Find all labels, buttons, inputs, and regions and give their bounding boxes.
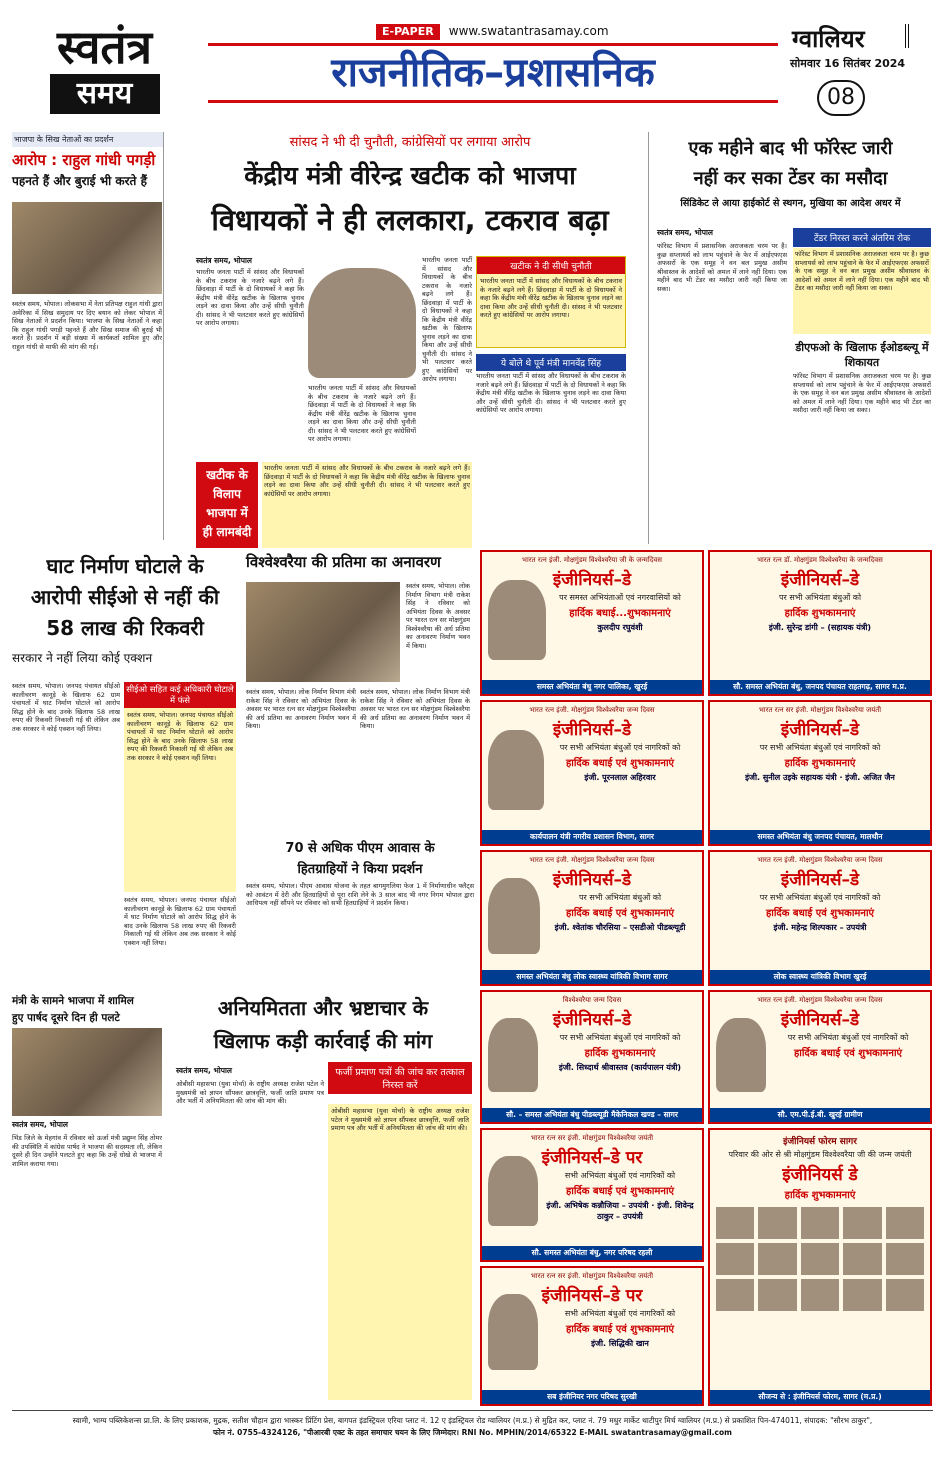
statue-photo xyxy=(246,582,400,682)
right-story-box2-body: फॉरेस्ट विभाग में प्रशासनिक अराजकता चरम पर है। कुछ सप्लायर्स को लाभ पहुंचाने के फेर में आईएफएस अफसरों के एक समूह ने वन बल प्रमुख असीम श्रीवास्तव के आदेशों को अमल में लाने नहीं दिया। एक महीने बाद भी टेंडर का मसौदा जारी नहीं किया जा सका। xyxy=(793,372,931,414)
main-story-box2-body: भारतीय जनता पार्टी में सांसद और विधायकों के बीच टकराव के नजारे बढ़ने लगे हैं। छिंदवाड़ा में पार्टी के दो विधायकों ने कहा कि केंद्रीय मंत्री वीरेंद्र खटीक के खिलाफ चुनाव लड़ने का दावा किया और उन्हें सीधी चुनौती दी। सांसद ने भी पलटवार करते हुए कांग्रेसियों पर आरोप लगाया। xyxy=(476,372,626,414)
member-photo xyxy=(801,1279,839,1311)
ad-footer: समस्त अभियंता बंधु नगर पालिका, खुरई xyxy=(482,680,702,694)
main-story-side-label xyxy=(196,462,258,548)
pm-awas-headline-1: 70 से अधिक पीएम आवास के xyxy=(285,841,435,856)
corruption-story xyxy=(172,994,474,1404)
ad-wish: हार्दिक बधाई एवं शुभकामनाएं xyxy=(765,908,875,919)
right-story-box2-title: डीएफओ के खिलाफ ईओडब्ल्यू में शिकायत xyxy=(795,341,929,369)
ad-title: इंजीनियर्स–डे xyxy=(552,570,632,590)
ghat-subhead: सरकार ने नहीं लिया कोई एक्शन xyxy=(12,651,153,665)
page-number: 08 xyxy=(817,80,865,116)
ad-wish: हार्दिक बधाई एवं शुभकामनाएं xyxy=(565,1324,675,1335)
right-story-headline-2: नहीं कर सका टेंडर का मसौदा xyxy=(693,168,888,189)
corruption-byline: स्वतंत्र समय, भोपाल xyxy=(176,1066,232,1075)
member-photo xyxy=(716,1279,754,1311)
ad-title: इंजीनियर्स–डे पर xyxy=(541,1286,643,1306)
ghat-story xyxy=(12,552,238,980)
ad-footer: समस्त अभियंता बंधु लोक स्वास्थ्य यांत्रिकी विभाग सागर xyxy=(482,970,702,984)
epaper-label: E-PAPER xyxy=(376,24,440,40)
city-chevron-icon xyxy=(905,24,923,48)
city-label: ग्वालियर xyxy=(792,25,865,53)
ghat-body-2: स्वतंत्र समय, भोपाल। जनपद पंचायत सीईओ कालीचरण कानूड़े के खिलाफ 62 ग्राम पंचायतों में घाट निर्माण घोटाले को आरोप सिद्ध होने के बाद उनके खिलाफ 58 लाख रुपए की रिकवरी निकाली गई थी लेकिन अब तक सरकार ने कोई एक्शन नहीं लिया। xyxy=(124,896,236,947)
section-title-banner xyxy=(208,43,778,103)
ghat-box xyxy=(124,682,236,892)
member-photo xyxy=(886,1207,924,1239)
ghat-body: स्वतंत्र समय, भोपाल। जनपद पंचायत सीईओ कालीचरण कानूड़े के खिलाफ 62 ग्राम पंचायतों में घाट निर्माण घोटाले को आरोप सिद्ध होने के बाद उनके खिलाफ 58 लाख रुपए की रिकवरी निकाली गई थी लेकिन अब तक सरकार ने कोई एक्शन नहीं लिया। xyxy=(12,682,120,733)
left-story-headline-1: आरोप : राहुल गांधी पगड़ी xyxy=(12,151,156,169)
ad-portrait xyxy=(716,1018,766,1092)
member-photo xyxy=(843,1207,881,1239)
right-story-box-body: फॉरेस्ट विभाग में प्रशासनिक अराजकता चरम पर है। कुछ सप्लायर्स को लाभ पहुंचाने के फेर में आईएफएस अफसरों के एक समूह ने वन बल प्रमुख असीम श्रीवास्तव के आदेशों को अमल में लाने नहीं दिया। एक महीने बाद भी टेंडर का मसौदा जारी नहीं किया जा सका। xyxy=(793,248,931,334)
ad-message: पर सभी अभियंता बंधुओं एवं नागरिकों को xyxy=(787,1033,909,1042)
ad-footer: कार्यपालन यंत्री नगरीय प्रशासन विभाग, सागर xyxy=(482,830,702,844)
ad-footer: सौ. समस्त अभियंता बंधु, जनपद पंचायत राहतगढ़, सागर म.प्र. xyxy=(710,680,930,694)
ad-top: भारत रत्न सर इंजी. मोक्षगुंडम विश्वेश्वरैया जयंती xyxy=(530,1272,654,1280)
ad-footer: सब इंजीनियर नगर परिषद सुरखी xyxy=(482,1390,702,1404)
parshad-photo xyxy=(12,1028,162,1116)
ad-engineers-day xyxy=(480,550,704,696)
ghat-headline-3: 58 लाख की रिकवरी xyxy=(46,616,204,640)
page-footer xyxy=(12,1410,933,1458)
ghat-box-title: सीईओ सहित कई अधिकारी घोटाले में फंसे xyxy=(124,682,236,708)
ad-portrait xyxy=(488,580,546,660)
left-story-body: स्वतंत्र समय, भोपाल। लोकसभा में नेता प्रतिपक्ष राहुल गांधी द्वारा अमेरिका में सिख समुदाय पर दिए बयान को लेकर भोपाल में सिख नेताओं ने प्रदर्शन किया। भाजपा के सिख नेताओं ने कहा कि राहुल गांधी पगड़ी पहनते हैं और सिख समाज की बुराई भी करते हैं। प्रदर्शन में बड़ी संख्या में कार्यकर्ता शामिल हुए और राहुल गांधी से माफी की मांग की गई। xyxy=(12,300,162,351)
parshad-byline: स्वतंत्र समय, भोपाल xyxy=(12,1120,68,1129)
ad-footer: समस्त अभियंता बंधु जनपद पंचायत, मालथौन xyxy=(710,830,930,844)
main-story xyxy=(186,132,634,552)
ad-name: इंजी. श्वेतांक चौरसिया – एसडीओ पीडब्ल्यूडी xyxy=(554,923,686,932)
ad-engineers-day xyxy=(480,1128,704,1262)
ad-name: इंजी. सिध्दार्थ श्रीवास्तव (कार्यपालन यंत्री) xyxy=(558,1063,682,1072)
right-story-headline-1: एक महीने बाद भी फॉरेस्ट जारी xyxy=(688,138,893,159)
ad-title: इंजीनियर्स–डे xyxy=(780,1010,860,1030)
ad-title: इंजीनियर्स–डे xyxy=(780,570,860,590)
statue-headline: विश्वेश्वरैया की प्रतिमा का अनावरण xyxy=(246,553,441,571)
member-photo xyxy=(843,1279,881,1311)
member-photo xyxy=(758,1279,796,1311)
ad-engineers-day xyxy=(708,990,932,1124)
ghat-headline-1: घाट निर्माण घोटाले के xyxy=(46,554,204,578)
ad-wish: हार्दिक शुभकामनाएं xyxy=(784,608,856,619)
ad-top: भारत रत्न इंजी. मोक्षगुंडम विश्वेश्वरैया जन्म दिवस xyxy=(529,706,655,714)
ad-wish: हार्दिक बधाई एवं शुभकामनाएं xyxy=(565,1186,675,1197)
ad-wish: हार्दिक शुभकामनाएं xyxy=(584,1048,656,1059)
ad-top: भारत रत्न इंजी. मोक्षगुंडम विश्वेश्वरैया जन्म दिवस xyxy=(757,856,883,864)
ad-footer: लोक स्वास्थ्य यांत्रिकी विभाग खुरई xyxy=(710,970,930,984)
ad-footer: सौ. – समस्त अभियंता बंधु पीडब्ल्यूडी मैकेनिकल खण्ड – सागर xyxy=(482,1108,702,1122)
corruption-box-body: ओबीसी महासभा (युवा मोर्चा) के राष्ट्रीय अध्यक्ष राजेश पटेल ने मुख्यमंत्री को ज्ञापन सौंपकर छात्रवृत्ति, फर्जी जाति प्रमाण पत्र और भर्ती में अनियमितता की जांच की मांग की। xyxy=(328,1104,472,1400)
statue-body-2: स्वतंत्र समय, भोपाल। लोक निर्माण विभाग मंत्री राकेश सिंह ने रविवार को अभियंता दिवस के अवसर पर भारत रत्न सर मोक्षगुंडम विश्वेश्वरैया की अर्ध प्रतिमा का अनावरण निर्माण भवन में किया। xyxy=(246,688,356,730)
ad-wish: हार्दिक शुभकामनाएं xyxy=(784,758,856,769)
ad-title: इंजीनियर्स डे xyxy=(782,1165,858,1185)
ad-message: पर सभी अभियंता बंधुओं को xyxy=(778,593,862,602)
member-photo xyxy=(886,1243,924,1275)
ad-engineers-day xyxy=(480,850,704,986)
main-story-portrait xyxy=(308,268,416,378)
main-story-body-3: भारतीय जनता पार्टी में सांसद और विधायकों के बीच टकराव के नजारे बढ़ने लगे हैं। छिंदवाड़ा में पार्टी के दो विधायकों ने कहा कि केंद्रीय मंत्री वीरेंद्र खटीक के खिलाफ चुनाव लड़ने का दावा किया और उन्हें सीधी चुनौती दी। सांसद ने भी पलटवार करते हुए कांग्रेसियों पर आरोप लगाया। xyxy=(422,256,472,383)
member-photo xyxy=(801,1243,839,1275)
ad-top: भारत रत्न इंजी. मोक्षगुंडम विश्वेश्वरैया जन्म दिवस xyxy=(757,996,883,1004)
corruption-headline-2: खिलाफ कड़ी कार्रवाई की मांग xyxy=(213,1029,433,1053)
ad-message: परिवार की ओर से श्री मोक्षगुंडम विश्वेश्वरैया जी की जन्म जयंती xyxy=(728,1150,912,1159)
member-photo xyxy=(758,1207,796,1239)
ad-title: इंजीनियर्स–डे xyxy=(552,870,632,890)
ad-engineers-day xyxy=(480,700,704,846)
statue-body-3: स्वतंत्र समय, भोपाल। लोक निर्माण विभाग मंत्री राकेश सिंह ने रविवार को अभियंता दिवस के अवसर पर भारत रत्न सर मोक्षगुंडम विश्वेश्वरैया की अर्ध प्रतिमा का अनावरण निर्माण भवन में किया। xyxy=(360,688,470,730)
website-link[interactable]: www.swatantrasamay.com xyxy=(448,24,609,38)
logo-line-2: समय xyxy=(50,74,160,114)
ad-message: सभी अभियंता बंधुओं एवं नागरिकों को xyxy=(564,1309,676,1318)
member-photo xyxy=(758,1243,796,1275)
side-label-2: विलाप xyxy=(213,487,241,501)
corruption-headline-1: अनियमितता और भ्रष्टाचार के xyxy=(217,996,429,1020)
side-label-1: खटीक के xyxy=(206,468,248,482)
member-photo xyxy=(716,1207,754,1239)
main-story-side-body: भारतीय जनता पार्टी में सांसद और विधायकों के बीच टकराव के नजारे बढ़ने लगे हैं। छिंदवाड़ा में पार्टी के दो विधायकों ने कहा कि केंद्रीय मंत्री वीरेंद्र खटीक के खिलाफ चुनाव लड़ने का दावा किया और उन्हें सीधी चुनौती दी। सांसद ने भी पलटवार करते हुए कांग्रेसियों पर आरोप लगाया। xyxy=(262,462,472,548)
ad-portrait xyxy=(488,730,544,810)
ghat-headline-2: आरोपी सीईओ से नहीं की xyxy=(30,585,220,609)
member-photo xyxy=(886,1279,924,1311)
ad-engineers-day xyxy=(480,990,704,1124)
pm-awas-headline-2: हितग्राहियों ने किया प्रदर्शन xyxy=(297,862,423,877)
ad-wish: हार्दिक बधाई एवं शुभकामनाएं xyxy=(565,908,675,919)
ad-top: भारत रत्न इंजी. मोक्षगुंडम विश्वेश्वरैया जी के जन्मदिवस xyxy=(522,556,662,564)
main-story-byline: स्वतंत्र समय, भोपाल xyxy=(196,256,252,265)
main-story-headline-2: विधायकों ने ही ललकारा, टकराव बढ़ा xyxy=(211,203,609,237)
ad-engineers-day xyxy=(708,550,932,696)
ad-name: इंजी. अभिषेक कन्नौजिया – उपयंत्री · इंजी. शिवेन्द्र ठाकुर – उपयंत्री xyxy=(546,1201,694,1221)
footer-contact: फोन नं. 0755-4324126, "पीआरबी एक्ट के तहत समाचार चयन के लिए जिम्मेदार। RNI No. MPHIN/2014/65322 E-MAIL swatantrasamay@gmail.com xyxy=(213,1428,732,1437)
pm-awas-body: स्वतंत्र समय, भोपाल। पीएम आवास योजना के तहत बागमुगलिया फेज 1 में निर्माणाधीन फ्लैट्स को आवंटन में देरी और हितग्राहियों से पूरा राशि लेने के 3 साल बाद भी नगर निगम भोपाल द्वारा आधिपत्य नहीं सौंपने पर रविवार को सभी हितग्राहियों ने प्रदर्शन किया। xyxy=(246,882,474,907)
left-story xyxy=(12,132,164,540)
ad-portrait xyxy=(488,1294,538,1370)
main-story-box2-title: ये बोले थे पूर्व मंत्री मानवेंद्र सिंह xyxy=(476,354,626,371)
ad-portrait xyxy=(488,878,540,954)
statue-story xyxy=(246,552,472,832)
corruption-body: ओबीसी महासभा (युवा मोर्चा) के राष्ट्रीय अध्यक्ष राजेश पटेल ने मुख्यमंत्री को ज्ञापन सौंपकर छात्रवृत्ति, फर्जी जाति प्रमाण पत्र और भर्ती में अनियमितता की जांच की मांग की। xyxy=(176,1080,324,1105)
ad-engineers-day xyxy=(708,850,932,986)
main-story-kicker: सांसद ने भी दी चुनौती, कांग्रेसियों पर लगाया आरोप xyxy=(289,135,531,150)
ad-portrait xyxy=(488,1156,538,1226)
left-story-headline-2: पहनते हैं और बुराई भी करते हैं xyxy=(12,174,147,188)
logo-line-1: स्वतंत्र xyxy=(56,20,153,74)
masthead-logo xyxy=(12,20,197,120)
ad-top: विश्वेश्वरैया जन्म दिवस xyxy=(562,996,622,1004)
ad-title: इंजीनियर्स–डे xyxy=(780,720,860,740)
ad-top: इंजीनियर्स फोरम सागर xyxy=(783,1137,857,1147)
ad-message: पर सभी अभियंता बंधुओं एवं नागरिकों को xyxy=(759,743,881,752)
ad-message: सभी अभियंता बंधुओं एवं नागरिकों को xyxy=(564,1171,676,1180)
corruption-box-title: फर्जी प्रमाण पत्रों की जांच कर तत्काल निरस्त करें xyxy=(328,1062,472,1094)
right-story-subhead: सिंडिकेट ले आया हाईकोर्ट से स्थगन, मुखिया का आदेश अधर में xyxy=(680,198,901,209)
ad-footer: सौ. एम.पी.ई.बी. खुरई ग्रामीण xyxy=(710,1108,930,1122)
footer-imprint: स्वामी, भाग्य पब्लिकेशन्स प्रा.लि. के लिए प्रकाशक, मुद्रक, सतीश चौहान द्वारा भास्कर प्रिंटिंग प्रेस, बागपत इंडस्ट्रियल एरिया प्लाट नं. 12 ए इंडस्ट्रियल रोड ग्वालियर (म.प्र.) से मुद्रित कर, प्लाट नं. 79 मधुर मार्केट थाटीपुर मिर्च ग्वालियर (म.प्र.) से प्रकाशित पिन-474011, संपादक: "सौरभ ठाकुर", xyxy=(72,1416,873,1425)
parshad-story xyxy=(12,994,164,1404)
ad-engineers-day xyxy=(480,1266,704,1406)
ad-engineers-forum xyxy=(708,1128,932,1406)
side-label-3: भाजपा में xyxy=(206,506,248,520)
member-photo xyxy=(716,1243,754,1275)
ad-message: पर सभी अभियंता बंधुओं को xyxy=(578,893,662,902)
main-story-box-title: खटीक ने दी सीधी चुनौती xyxy=(477,257,625,274)
parshad-body: भिंड जिले के मेहगांव में रविवार को ऊर्जा मंत्री प्रद्युम्न सिंह तोमर की उपस्थिति में कांग्रेस पार्षद ने भाजपा की सदस्यता ली, लेकिन दूसरे ही दिन उन्होंने पलटते हुए कहा कि उन्हें धोखे से भाजपा में शामिल कराया गया। xyxy=(12,1134,162,1168)
main-story-headline-1: केंद्रीय मंत्री वीरेन्द्र खटीक को भाजपा xyxy=(244,161,576,190)
ad-message: पर सभी अभियंता बंधुओं एवं नागरिकों को xyxy=(559,743,681,752)
ad-name: कुलदीप रघुवंशी xyxy=(597,623,643,632)
issue-date: सोमवार 16 सितंबर 2024 xyxy=(790,57,906,70)
ad-top: भारत रत्न सर इंजी. मोक्षगुंडम विश्वेश्वरैया जयंती xyxy=(758,706,882,714)
ad-message: पर सभी अभियंता बंधुओं एवं नागरिकों को xyxy=(559,1033,681,1042)
ad-top: भारत रत्न इंजी. मोक्षगुंडम विश्वेश्वरैया जन्म दिवस xyxy=(529,856,655,864)
ad-portrait xyxy=(488,1018,538,1092)
ad-footer: सौजन्य से : इंजीनियर्स फोरम, सागर (म.प्र.) xyxy=(710,1390,930,1404)
ad-wish: हार्दिक शुभकामनाएं xyxy=(784,1190,856,1201)
ghat-box-body: स्वतंत्र समय, भोपाल। जनपद पंचायत सीईओ कालीचरण कानूड़े के खिलाफ 62 ग्राम पंचायतों में घाट निर्माण घोटाले को आरोप सिद्ध होने के बाद उनके खिलाफ 58 लाख रुपए की रिकवरी निकाली गई थी लेकिन अब तक सरकार ने कोई एक्शन नहीं लिया। xyxy=(127,711,233,762)
section-title: राजनीतिक–प्रशासनिक xyxy=(331,50,655,96)
ad-name: इंजी. सुरेन्द्र डांगी – (सहायक यंत्री) xyxy=(768,623,872,632)
ad-wish: हार्दिक बधाई एवं शुभकामनाएं xyxy=(565,758,675,769)
main-story-box xyxy=(476,256,626,348)
ad-message: पर समस्त अभियंताओं एवं नगरवासियों को xyxy=(559,593,681,602)
ad-name: इंजी. सिद्धिकी खान xyxy=(591,1339,649,1348)
ad-title: इंजीनियर्स–डे xyxy=(552,1010,632,1030)
ad-top: भारत रत्न सर इंजी. मोक्षगुंडम विश्वेश्वरैया जयंती xyxy=(530,1134,654,1142)
ad-name: इंजी. महेन्द्र शिल्पकार – उपयंत्री xyxy=(773,923,867,932)
parshad-headline-1: मंत्री के सामने भाजपा में शामिल xyxy=(12,995,134,1007)
left-story-photo xyxy=(12,202,162,294)
ad-wish: हार्दिक बधाई एवं शुभकामनाएं xyxy=(793,1048,903,1059)
ad-engineers-day xyxy=(708,700,932,846)
ad-name: इंजी. सुनील उइके सहायक यंत्री · इंजी. अजित जैन xyxy=(745,773,895,782)
member-photo xyxy=(801,1207,839,1239)
ad-message: पर सभी अभियंता बंधुओं एवं नागरिकों को xyxy=(759,893,881,902)
member-photo xyxy=(843,1243,881,1275)
ad-title: इंजीनियर्स–डे xyxy=(780,870,860,890)
right-story xyxy=(648,132,932,544)
epaper-bar xyxy=(376,20,776,36)
pm-awas-story xyxy=(246,838,474,980)
ad-name: इंजी. पूरनलाल अहिरवार xyxy=(584,773,656,782)
ad-wish: हार्दिक बधाई...शुभकामनाएं xyxy=(569,608,671,619)
left-story-kicker: भाजपा के सिख नेताओं का प्रदर्शन xyxy=(12,132,163,147)
right-story-byline: स्वतंत्र समय, भोपाल xyxy=(657,228,713,237)
main-story-body-2: भारतीय जनता पार्टी में सांसद और विधायकों के बीच टकराव के नजारे बढ़ने लगे हैं। छिंदवाड़ा में पार्टी के दो विधायकों ने कहा कि केंद्रीय मंत्री वीरेंद्र खटीक के खिलाफ चुनाव लड़ने का दावा किया और उन्हें सीधी चुनौती दी। सांसद ने भी पलटवार करते हुए कांग्रेसियों पर आरोप लगाया। xyxy=(308,384,416,443)
parshad-headline-2: हुए पार्षद दूसरे दिन ही पलटे xyxy=(12,1012,120,1024)
ad-member-grid xyxy=(710,1201,930,1317)
ad-title: इंजीनियर्स–डे xyxy=(552,720,632,740)
ad-top: भारत रत्न डॉ. मोक्षगुंडम विश्वेश्वरैया के जन्मदिवस xyxy=(757,556,883,564)
main-story-box-body: भारतीय जनता पार्टी में सांसद और विधायकों के बीच टकराव के नजारे बढ़ने लगे हैं। छिंदवाड़ा में पार्टी के दो विधायकों ने कहा कि केंद्रीय मंत्री वीरेंद्र खटीक के खिलाफ चुनाव लड़ने का दावा किया और उन्हें सीधी चुनौती दी। सांसद ने भी पलटवार करते हुए कांग्रेसियों पर आरोप लगाया। xyxy=(480,277,622,319)
ad-footer: सौ. समस्त अभियंता बंधु, नगर परिषद रहली xyxy=(482,1246,702,1260)
main-story-body: भारतीय जनता पार्टी में सांसद और विधायकों के बीच टकराव के नजारे बढ़ने लगे हैं। छिंदवाड़ा में पार्टी के दो विधायकों ने कहा कि केंद्रीय मंत्री वीरेंद्र खटीक के खिलाफ चुनाव लड़ने का दावा किया और उन्हें सीधी चुनौती दी। सांसद ने भी पलटवार करते हुए कांग्रेसियों पर आरोप लगाया। xyxy=(196,268,304,327)
right-story-box-title: टेंडर निरस्त करने अंतरिम रोक xyxy=(793,228,931,247)
side-label-4: ही लामबंदी xyxy=(202,525,252,539)
ad-title: इंजीनियर्स–डे पर xyxy=(541,1148,643,1168)
right-story-body: फॉरेस्ट विभाग में प्रशासनिक अराजकता चरम पर है। कुछ सप्लायर्स को लाभ पहुंचाने के फेर में आईएफएस अफसरों के एक समूह ने वन बल प्रमुख असीम श्रीवास्तव के आदेशों को अमल में लाने नहीं दिया। एक महीने बाद भी टेंडर का मसौदा जारी नहीं किया जा सका। xyxy=(657,242,787,293)
statue-body-1: स्वतंत्र समय, भोपाल। लोक निर्माण विभाग मंत्री राकेश सिंह ने रविवार को अभियंता दिवस के अवसर पर भारत रत्न सर मोक्षगुंडम विश्वेश्वरैया की अर्ध प्रतिमा का अनावरण निर्माण भवन में किया। xyxy=(406,582,470,650)
